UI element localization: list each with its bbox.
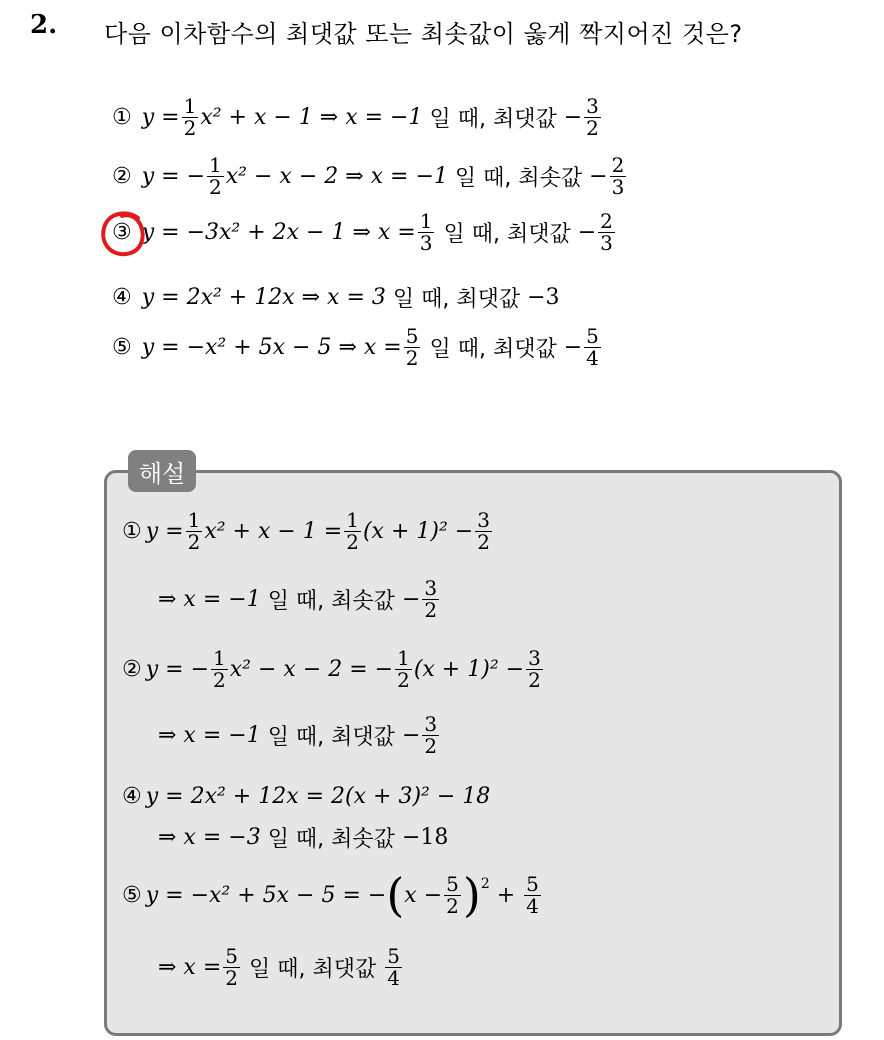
fraction	[444, 871, 461, 918]
math-text: −	[401, 723, 421, 748]
denominator: 2	[209, 175, 222, 199]
math-text: −	[563, 335, 583, 360]
numerator: 5	[225, 944, 238, 968]
exponent: 2	[480, 876, 490, 892]
numerator: 1	[346, 508, 359, 532]
fraction	[186, 510, 203, 553]
math-text: y = −x² + 5x − 5 ⇒ x =	[141, 335, 402, 360]
korean-text: 일 때, 최댓값	[392, 287, 521, 312]
fraction	[385, 946, 402, 989]
denominator: 2	[225, 966, 238, 990]
choice-3	[112, 211, 617, 254]
denominator: 2	[405, 346, 419, 370]
math-text: x −	[404, 882, 443, 908]
solution-tag: 해설	[128, 450, 196, 492]
math-text: y = −x² + 5x − 5 = −	[145, 882, 387, 908]
math-text: x² − x − 2 ⇒ x = −1	[225, 164, 448, 189]
choice-1	[112, 96, 603, 139]
numerator: 3	[477, 508, 490, 532]
denominator: 2	[213, 668, 226, 692]
solution-1-result	[158, 578, 441, 621]
solution-5-result	[158, 946, 404, 989]
fraction	[207, 155, 224, 198]
fraction	[584, 96, 601, 139]
numerator: 2	[611, 153, 625, 177]
numerator: 5	[405, 324, 419, 348]
choice-5	[112, 326, 603, 369]
item-number: ①	[122, 519, 142, 544]
denominator: 2	[424, 598, 438, 622]
korean-text: 일 때, 최솟값	[454, 166, 583, 191]
item-number: ②	[122, 657, 142, 682]
denominator: 3	[611, 175, 625, 199]
fraction	[524, 871, 541, 918]
korean-text: 일 때, 최댓값	[429, 107, 557, 132]
denominator: 2	[424, 734, 438, 758]
item-number: ⑤	[112, 335, 132, 360]
fraction	[418, 211, 435, 254]
korean-text: 일 때, 최댓값	[267, 725, 395, 750]
korean-text: 일 때, 최댓값	[249, 957, 377, 982]
math-text: x² + x − 1 =	[204, 519, 343, 544]
math-text: ⇒ x = −3	[158, 825, 261, 850]
solution-2-result	[158, 714, 441, 757]
numerator: 3	[586, 94, 599, 118]
denominator: 2	[346, 530, 359, 554]
numerator: 1	[419, 209, 433, 233]
math-text: y = −	[145, 657, 210, 682]
fraction	[182, 96, 199, 139]
numerator: 1	[213, 646, 226, 670]
math-text: +	[489, 882, 523, 908]
math-text: −	[563, 105, 583, 130]
fraction	[598, 211, 615, 254]
fraction	[404, 326, 421, 369]
math-text: −3	[527, 285, 560, 310]
denominator: 2	[397, 668, 410, 692]
fraction	[610, 155, 627, 198]
item-number: ⑤	[122, 882, 142, 908]
math-text: y =	[141, 105, 180, 130]
denominator: 3	[419, 231, 433, 255]
math-text: ⇒ x = −1	[158, 587, 261, 612]
denominator: 2	[183, 116, 197, 140]
math-text: −18	[401, 825, 449, 850]
fraction	[475, 510, 492, 553]
denominator: 2	[446, 893, 459, 918]
choice-4	[112, 282, 560, 313]
denominator: 2	[586, 116, 599, 140]
math-text: (x + 1)² −	[362, 519, 474, 544]
fraction	[211, 648, 228, 691]
math-text: x² − x − 2 = −	[229, 657, 394, 682]
numerator: 2	[600, 209, 613, 233]
solution-4	[122, 784, 490, 809]
numerator: 5	[586, 324, 599, 348]
numerator: 1	[209, 153, 222, 177]
numerator: 1	[187, 508, 201, 532]
question-number: 2.	[30, 10, 58, 40]
korean-text: 일 때, 최솟값	[267, 589, 395, 614]
numerator: 5	[446, 871, 459, 896]
korean-text: 일 때, 최솟값	[267, 827, 395, 852]
numerator: 1	[183, 94, 197, 118]
choice-2	[112, 155, 628, 198]
item-number: ②	[112, 164, 132, 189]
math-text: x² + x − 1 ⇒ x = −1	[200, 105, 423, 130]
solution-4-result	[158, 822, 448, 853]
math-text: ⇒ x =	[158, 955, 222, 980]
math-text: −	[577, 220, 597, 245]
math-text: y = 2x² + 12x = 2(x + 3)² − 18	[145, 784, 491, 809]
item-number: ④	[122, 784, 142, 809]
numerator: 3	[424, 576, 438, 600]
denominator: 2	[528, 668, 541, 692]
math-text: )	[462, 868, 481, 922]
denominator: 2	[187, 530, 201, 554]
denominator: 4	[387, 966, 400, 990]
item-number: ①	[112, 105, 132, 130]
denominator: 3	[600, 231, 613, 255]
question-text: 다음 이차함수의 최댓값 또는 최솟값이 옳게 짝지어진 것은?	[104, 20, 743, 48]
korean-text: 일 때, 최댓값	[429, 337, 557, 362]
answer-circle-mark	[98, 208, 150, 260]
math-text: −	[401, 587, 421, 612]
numerator: 3	[528, 646, 541, 670]
item-number: ④	[112, 285, 132, 310]
numerator: 5	[387, 944, 400, 968]
solution-1	[122, 510, 494, 553]
fraction	[223, 946, 240, 989]
solution-5	[122, 868, 543, 922]
denominator: 4	[586, 346, 599, 370]
numerator: 5	[526, 871, 539, 896]
math-text: (	[386, 868, 405, 922]
math-text: (x + 1)² −	[413, 657, 525, 682]
math-text: y =	[145, 519, 184, 544]
numerator: 1	[397, 646, 410, 670]
korean-text: 일 때, 최댓값	[443, 222, 571, 247]
denominator: 4	[526, 893, 539, 918]
math-text: y = −3x² + 2x − 1 ⇒ x =	[141, 220, 416, 245]
fraction	[422, 714, 439, 757]
fraction	[584, 326, 601, 369]
denominator: 2	[477, 530, 490, 554]
math-text: y = −	[141, 164, 206, 189]
math-text: y = 2x² + 12x ⇒ x = 3	[141, 285, 386, 310]
fraction	[422, 578, 439, 621]
fraction	[344, 510, 361, 553]
numerator: 3	[424, 712, 438, 736]
item-number: ③	[112, 220, 132, 245]
math-text: −	[589, 164, 608, 189]
fraction	[526, 648, 543, 691]
math-text: ⇒ x = −1	[158, 723, 261, 748]
fraction	[395, 648, 412, 691]
solution-2	[122, 648, 545, 691]
